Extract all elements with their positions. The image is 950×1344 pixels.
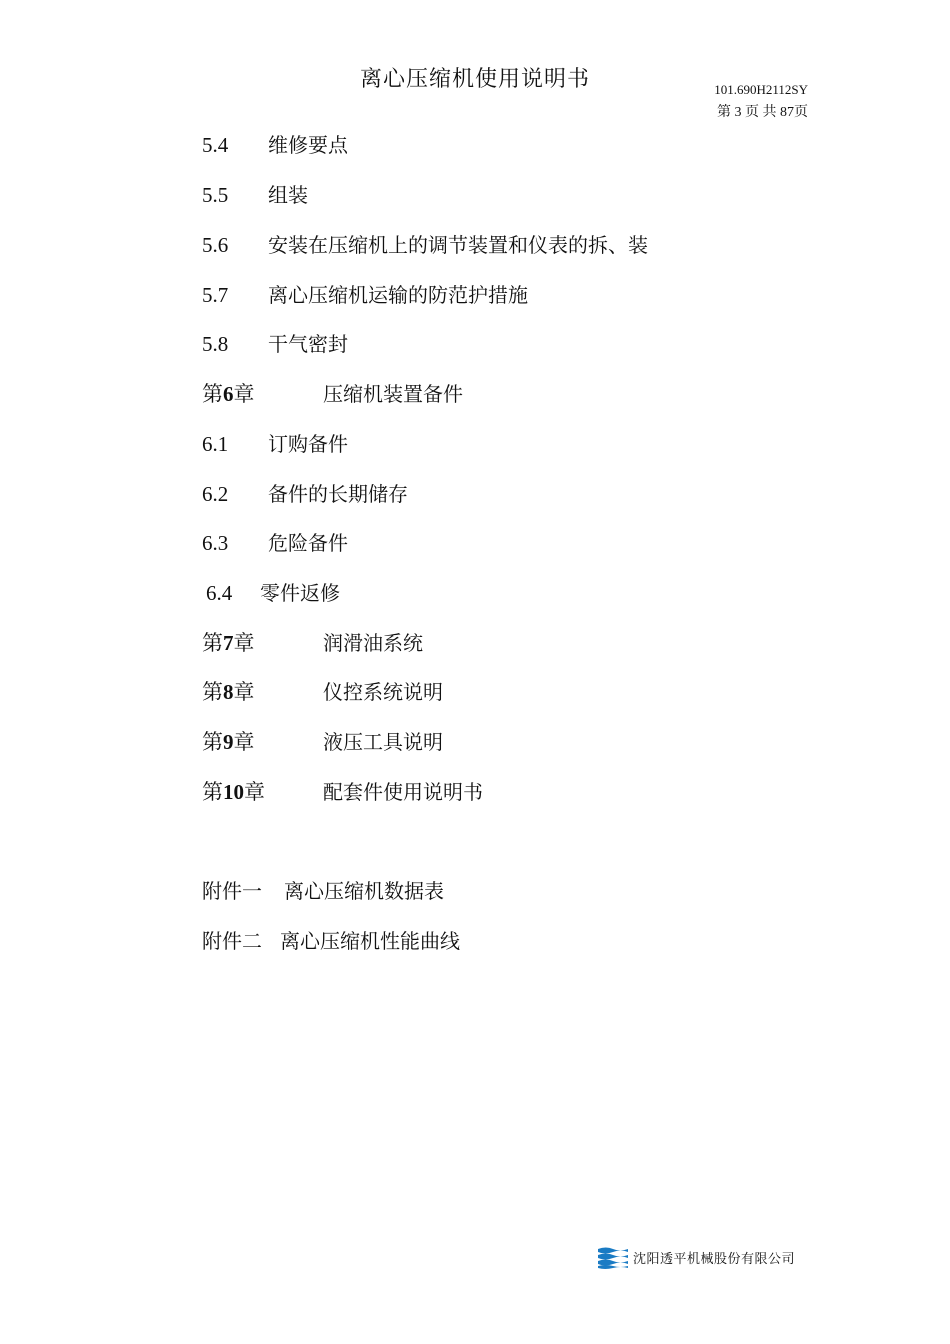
toc-entry-text: 危险备件	[268, 531, 348, 555]
toc-entry-text: 离心压缩机运输的防范护措施	[268, 283, 528, 307]
wave-logo-icon	[597, 1245, 629, 1269]
appendix-label: 附件一	[202, 879, 262, 903]
toc-chapter-title: 润滑油系统	[323, 631, 423, 655]
toc-entry-text: 干气密封	[268, 332, 348, 356]
toc-entry-number: 5.4	[202, 133, 229, 157]
toc-chapter-title: 配套件使用说明书	[323, 780, 483, 804]
toc-chapter-title: 压缩机装置备件	[323, 382, 463, 406]
toc-entry-number: 5.5	[202, 183, 229, 207]
toc-entry-number: 6.3	[202, 531, 229, 555]
toc-entry-text: 安装在压缩机上的调节装置和仪表的拆、装	[268, 233, 648, 257]
toc-entry-text: 维修要点	[268, 133, 348, 157]
appendix-label: 附件二	[202, 929, 262, 953]
appendix-title: 离心压缩机数据表	[284, 879, 444, 903]
toc-entry-text: 订购备件	[268, 432, 348, 456]
appendix-title: 离心压缩机性能曲线	[280, 929, 460, 953]
toc-chapter-number: 第8章	[202, 680, 255, 704]
toc-chapter-number: 第9章	[202, 730, 255, 754]
toc-entry-number: 6.4	[206, 581, 233, 605]
toc-entry-number: 6.2	[202, 482, 229, 506]
toc-chapter-number: 第7章	[202, 631, 255, 655]
toc-entry-number: 5.7	[202, 283, 229, 307]
toc-entry-text: 备件的长期储存	[268, 482, 408, 506]
toc-entry-text: 组装	[268, 183, 308, 207]
toc-chapter-title: 液压工具说明	[323, 730, 443, 754]
page-number: 第 3 页 共 87页	[717, 105, 808, 120]
toc-chapter-number: 第6章	[202, 382, 255, 406]
toc-chapter-number: 第10章	[202, 780, 265, 804]
page-title: 离心压缩机使用说明书	[359, 67, 590, 92]
toc-entry-text: 零件返修	[260, 581, 340, 605]
toc-entry-number: 5.8	[202, 332, 229, 356]
toc-entry-number: 6.1	[202, 432, 229, 456]
toc-entry-number: 5.6	[202, 233, 229, 257]
document-number: 101.690H2112SY	[714, 82, 808, 97]
company-name: 沈阳透平机械股份有限公司	[633, 1251, 796, 1267]
toc-chapter-title: 仪控系统说明	[323, 680, 443, 704]
page-footer	[597, 1244, 795, 1270]
